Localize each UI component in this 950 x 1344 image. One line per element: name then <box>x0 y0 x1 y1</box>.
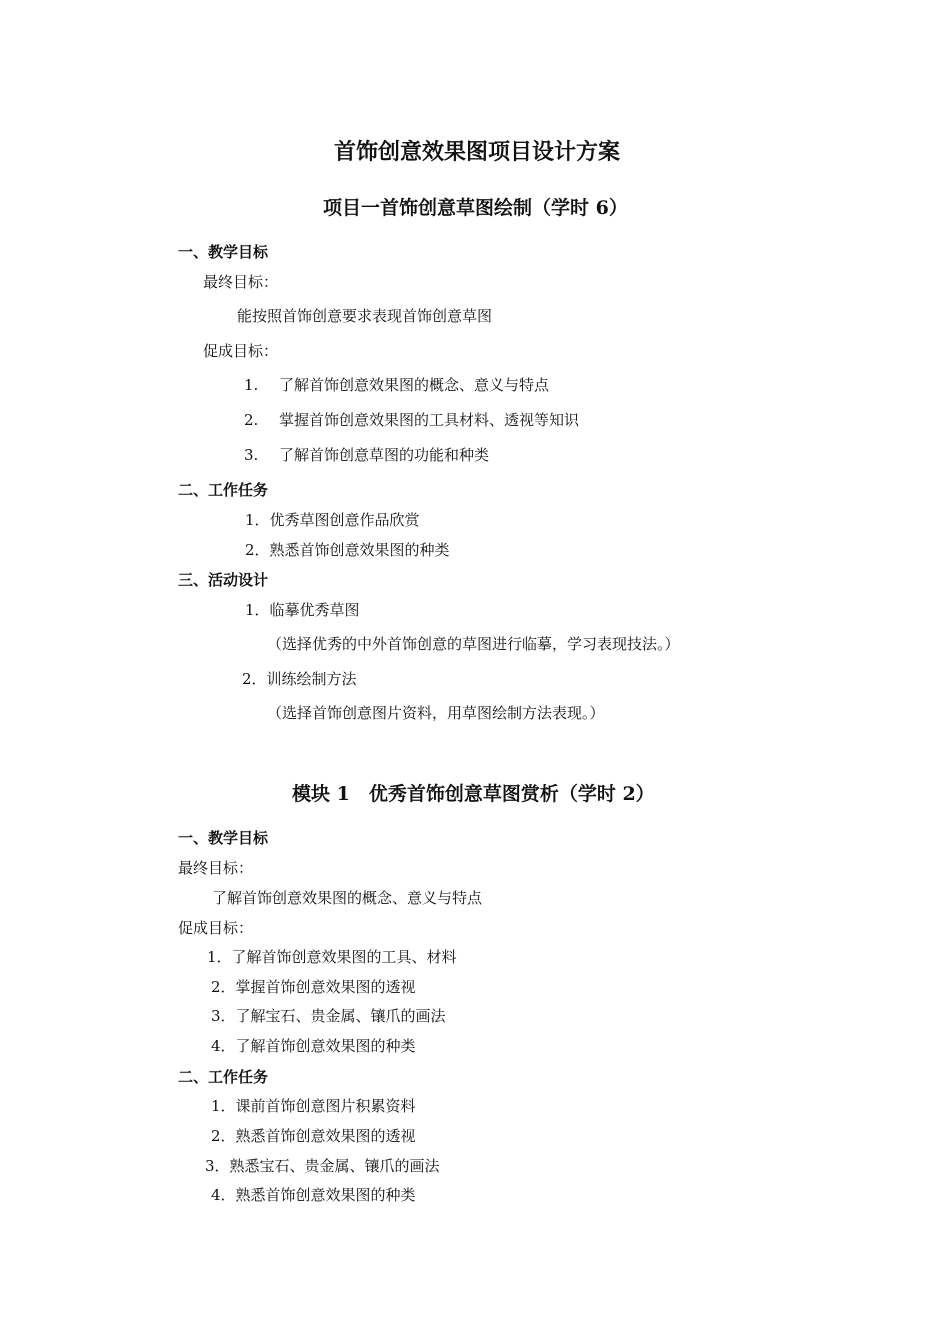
activity-title: 2．训练绘制方法 <box>242 670 357 688</box>
list-item-text: 掌握首饰创意效果图的工具材料、透视等知识 <box>279 411 580 429</box>
list-item: 1．课前首饰创意图片积累资料 <box>211 1097 416 1115</box>
project1-activity-design-heading: 三、活动设计 <box>178 571 269 589</box>
list-item-text: 了解首饰创意草图的功能和种类 <box>279 446 490 464</box>
project1-work-tasks-heading: 二、工作任务 <box>178 481 269 499</box>
list-item: 4．熟悉首饰创意效果图的种类 <box>211 1186 416 1204</box>
project1-promote-goal-label: 促成目标： <box>203 342 279 360</box>
project1-heading: 项目一首饰创意草图绘制（学时 6） <box>323 197 628 219</box>
activity-title: 1．临摹优秀草图 <box>245 601 360 619</box>
list-item-number: 2. <box>244 411 259 429</box>
module1-teaching-goals-heading: 一、教学目标 <box>178 829 269 847</box>
document-title: 首饰创意效果图项目设计方案 <box>334 139 621 165</box>
module1-final-goal-label: 最终目标： <box>178 859 254 877</box>
project1-final-goal-label: 最终目标： <box>203 273 279 291</box>
module1-heading: 模块 1 优秀首饰创意草图赏析（学时 2） <box>292 783 655 805</box>
module1-final-goal-text: 了解首饰创意效果图的概念、意义与特点 <box>212 889 483 907</box>
list-item: 2．熟悉首饰创意效果图的种类 <box>245 541 450 559</box>
list-item: 1．优秀草图创意作品欣赏 <box>245 511 420 529</box>
activity-note: （选择首饰创意图片资料，用草图绘制方法表现。） <box>267 704 605 722</box>
list-item-text: 了解首饰创意效果图的概念、意义与特点 <box>279 376 550 394</box>
list-item: 2．掌握首饰创意效果图的透视 <box>211 978 416 996</box>
module1-promote-goal-label: 促成目标： <box>178 919 254 937</box>
list-item: 3．熟悉宝石、贵金属、镶爪的画法 <box>205 1157 440 1175</box>
list-item: 1．了解首饰创意效果图的工具、材料 <box>207 948 457 966</box>
list-item-number: 1. <box>244 376 259 394</box>
list-item: 2．熟悉首饰创意效果图的透视 <box>211 1127 416 1145</box>
module1-work-tasks-heading: 二、工作任务 <box>178 1068 269 1086</box>
list-item: 3．了解宝石、贵金属、镶爪的画法 <box>211 1007 446 1025</box>
project1-final-goal-text: 能按照首饰创意要求表现首饰创意草图 <box>237 307 493 325</box>
list-item: 4．了解首饰创意效果图的种类 <box>211 1037 416 1055</box>
activity-note: （选择优秀的中外首饰创意的草图进行临摹，学习表现技法。） <box>267 635 680 653</box>
project1-teaching-goals-heading: 一、教学目标 <box>178 243 269 261</box>
list-item-number: 3. <box>244 446 259 464</box>
